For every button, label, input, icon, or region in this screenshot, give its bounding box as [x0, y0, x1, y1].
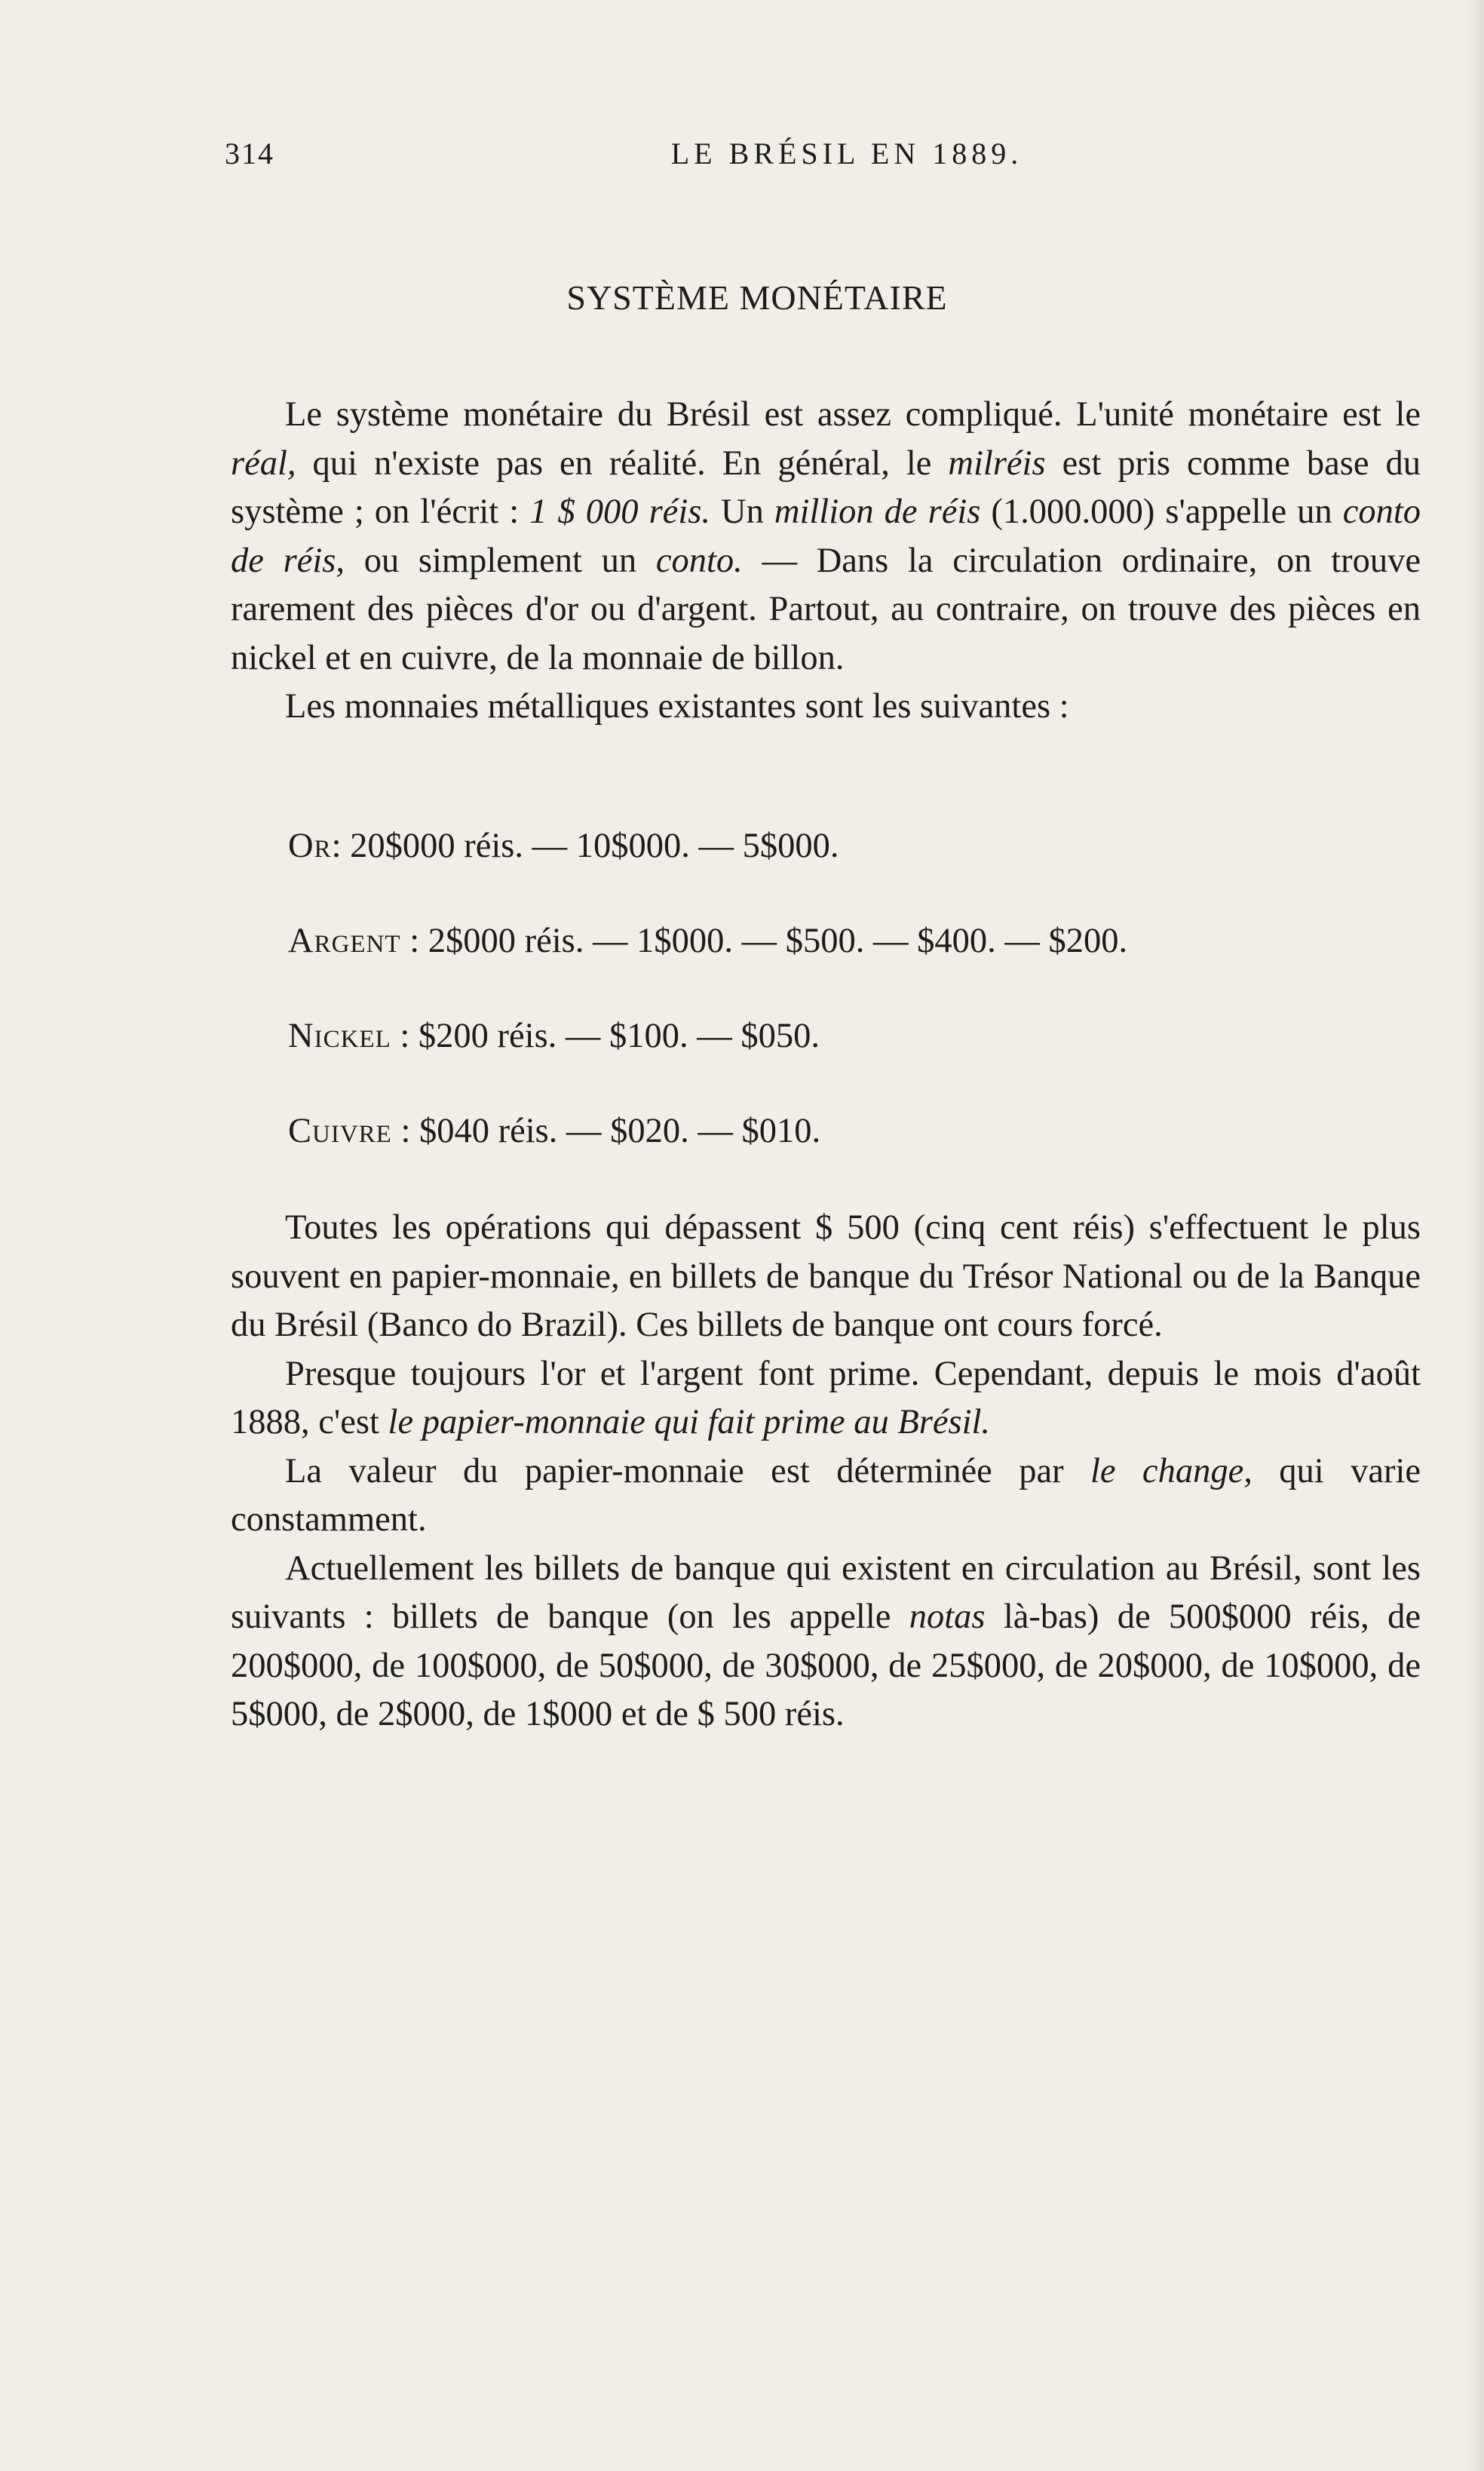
text-run: (1.000.000) s'appelle un: [980, 493, 1343, 531]
coin-values: : 20$000 réis. — 10$000. — 5$000.: [331, 827, 839, 865]
coin-line-or: [288, 822, 1457, 917]
running-head: [225, 136, 1424, 181]
text-run: Presque toujours l'or et l'argent font prime. Cependant, depuis le mois d'août 1888, c'est: [231, 1354, 1421, 1441]
italic-term-conto: conto.: [655, 541, 743, 580]
text-run: Un: [710, 493, 774, 531]
coin-label: Or: [288, 827, 332, 865]
coin-line-nickel: [288, 1012, 1457, 1107]
page-edge-shadow: [1467, 0, 1484, 2471]
text-run: ou simplement un: [344, 541, 656, 580]
coin-line-argent: [288, 917, 1457, 1012]
body-paragraph-4: [231, 1545, 1421, 1739]
page-number: 314: [225, 137, 274, 170]
italic-term-million: million de réis: [774, 493, 981, 531]
text-run: Le système monétaire du Brésil est assez compliqué. L'unité monétaire est le: [285, 395, 1421, 434]
italic-notation: 1 $ 000 réis.: [529, 493, 710, 531]
coin-label: Cuivre: [288, 1112, 392, 1150]
coin-list: [288, 822, 1457, 1202]
coin-line-cuivre: [288, 1107, 1457, 1202]
italic-term-real: réal,: [231, 444, 296, 483]
body-block: [231, 1204, 1421, 1739]
intro-paragraph-1: [231, 391, 1421, 683]
body-paragraph-1: Toutes les opérations qui dépassent $ 500 (cinq cent réis) s'effectuent le plus souvent en papier-monnaie, en billets de banque du Trésor National ou de la Banque du Brésil (Banco do Brazil). Ces billets de banque ont cours forcé.: [231, 1208, 1421, 1344]
text-run: La valeur du papier-monnaie est déterminée par: [285, 1451, 1090, 1490]
coin-label: Argent: [288, 922, 401, 960]
text-run: qui n'existe pas en réalité. En général, le: [296, 444, 949, 483]
coin-values: : $200 réis. — $100. — $050.: [391, 1017, 820, 1055]
body-paragraph-2: [231, 1350, 1421, 1447]
text-run: est pris comme base du système ; on l'écrit :: [231, 444, 1421, 531]
body-paragraph-3: [231, 1447, 1421, 1545]
italic-term-change: le change,: [1090, 1451, 1253, 1490]
italic-term-conto-de-reis: conto de réis,: [231, 493, 1421, 580]
section-title: SYSTÈME MONÉTAIRE: [566, 278, 948, 317]
italic-term-notas: notas: [909, 1598, 986, 1636]
text-run: — Dans la circulation ordinaire, on trouve rarement des pièces d'or ou d'argent. Partout, au contraire, on trouve des pièces en nickel et en cuivre, de la monnaie de billon.: [231, 541, 1421, 677]
italic-term-milreis: milréis: [948, 444, 1046, 483]
coin-values: : $040 réis. — $020. — $010.: [391, 1112, 821, 1150]
running-title: LE BRÉSIL EN 1889.: [670, 137, 1023, 170]
coin-label: Nickel: [288, 1017, 391, 1055]
text-run: qui varie constamment.: [231, 1451, 1421, 1539]
text-run: Actuellement les billets de banque qui existent en circulation au Brésil, sont les suivants : billets de banque (on les appelle: [231, 1549, 1421, 1636]
text-run: là-bas) de 500$000 réis, de 200$000, de 100$000, de 50$000, de 30$000, de 25$000, de 20$000, de 10$000, de 5$000, de 2$000, de 1$000 et de $ 500 réis.: [231, 1598, 1421, 1733]
intro-paragraph-2: Les monnaies métalliques existantes sont les suivantes :: [285, 687, 1069, 726]
intro-block: [231, 391, 1421, 732]
coin-values: : 2$000 réis. — 1$000. — $500. — $400. — $200.: [400, 922, 1128, 960]
italic-phrase: le papier-monnaie qui fait prime au Brésil.: [388, 1403, 991, 1441]
